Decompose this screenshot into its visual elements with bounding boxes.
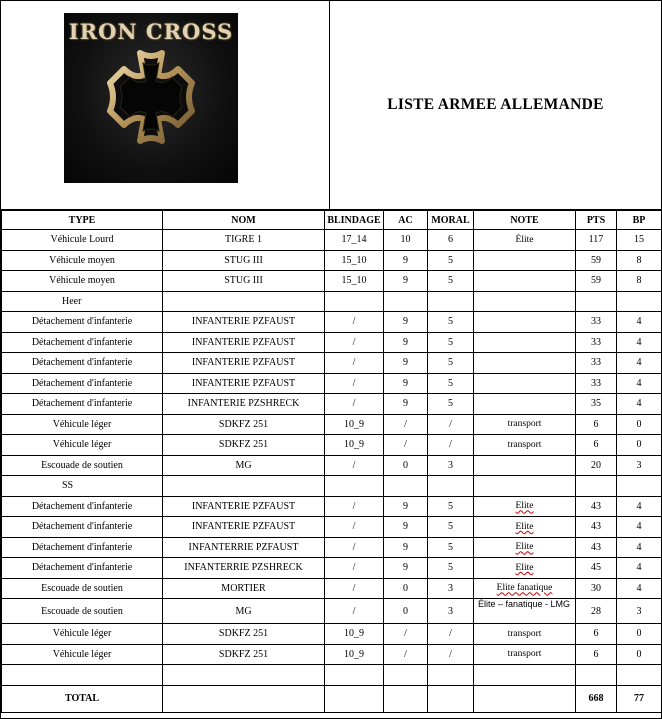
cell-pts: 43 [576, 496, 617, 517]
cell-bp: 4 [617, 373, 662, 394]
unit-row [2, 537, 662, 558]
cell-pts: 6 [576, 435, 617, 456]
total-empty-cell [325, 685, 384, 712]
cell-moral: 5 [428, 332, 474, 353]
cell-bp: 8 [617, 271, 662, 292]
cell-note: transport [474, 435, 576, 456]
cell-note: transport [474, 624, 576, 645]
empty-cell [474, 665, 576, 686]
cell-bp: 4 [617, 496, 662, 517]
logo-cell [1, 1, 330, 209]
empty-cell [163, 476, 325, 497]
cell-pts: 33 [576, 312, 617, 333]
cell-nom: MG [163, 599, 325, 624]
iron-cross-icon [64, 13, 238, 183]
cell-bp: 3 [617, 599, 662, 624]
cell-moral: 5 [428, 353, 474, 374]
cell-nom: SDKFZ 251 [163, 624, 325, 645]
cell-note: Elite [474, 496, 576, 517]
cell-bp: 4 [617, 332, 662, 353]
cell-type: Détachement d'infanterie [2, 537, 163, 558]
empty-cell [325, 665, 384, 686]
cell-pts: 28 [576, 599, 617, 624]
cell-moral: / [428, 435, 474, 456]
cell-type: Détachement d'infanterie [2, 353, 163, 374]
cell-blindage: / [325, 353, 384, 374]
cell-note [474, 332, 576, 353]
cell-moral: 5 [428, 558, 474, 579]
cell-type: Véhicule léger [2, 435, 163, 456]
column-header-pts: PTS [576, 211, 617, 230]
cell-moral: 5 [428, 312, 474, 333]
section-label [2, 665, 163, 686]
unit-row [2, 414, 662, 435]
cell-pts: 117 [576, 230, 617, 251]
cell-blindage: 15_10 [325, 271, 384, 292]
cell-nom: INFANTERRIE PZFAUST [163, 537, 325, 558]
total-empty-cell [163, 685, 325, 712]
cell-blindage: / [325, 558, 384, 579]
column-header-ac: AC [384, 211, 428, 230]
total-bp: 77 [617, 685, 662, 712]
cell-ac: 10 [384, 230, 428, 251]
empty-cell [576, 665, 617, 686]
empty-cell [474, 291, 576, 312]
cell-note [474, 250, 576, 271]
cell-note: transport [474, 414, 576, 435]
cell-ac: / [384, 624, 428, 645]
cell-blindage: / [325, 394, 384, 415]
cell-pts: 43 [576, 517, 617, 538]
cell-moral: / [428, 624, 474, 645]
page-title: LISTE ARMEE ALLEMANDE [387, 96, 604, 113]
cell-nom: TIGRE 1 [163, 230, 325, 251]
cell-note: Élite – fanatique - LMG [474, 599, 576, 624]
column-header-moral: MORAL [428, 211, 474, 230]
army-table [1, 210, 662, 713]
cell-pts: 6 [576, 644, 617, 665]
section-row [2, 476, 662, 497]
cell-type: Détachement d'infanterie [2, 373, 163, 394]
cell-pts: 6 [576, 624, 617, 645]
empty-cell [384, 476, 428, 497]
cell-ac: 0 [384, 578, 428, 599]
cell-pts: 59 [576, 271, 617, 292]
cell-moral: 5 [428, 373, 474, 394]
column-header-blindage: BLINDAGE [325, 211, 384, 230]
header-block [1, 1, 661, 211]
empty-cell [617, 665, 662, 686]
cell-nom: STUG III [163, 271, 325, 292]
cell-ac: 9 [384, 271, 428, 292]
cell-bp: 4 [617, 312, 662, 333]
cell-moral: 3 [428, 578, 474, 599]
unit-row [2, 353, 662, 374]
cell-type: Détachement d'infanterie [2, 517, 163, 538]
empty-cell [163, 291, 325, 312]
cell-blindage: / [325, 517, 384, 538]
iron-cross-logo [64, 13, 238, 183]
cell-ac: 9 [384, 332, 428, 353]
cell-type: Véhicule léger [2, 414, 163, 435]
cell-nom: INFANTERIE PZSHRECK [163, 394, 325, 415]
logo-text: IRON CROSS [68, 19, 234, 44]
total-empty-cell [384, 685, 428, 712]
cell-nom: INFANTERIE PZFAUST [163, 373, 325, 394]
cell-ac: / [384, 435, 428, 456]
unit-row [2, 624, 662, 645]
unit-row [2, 312, 662, 333]
cell-blindage: / [325, 496, 384, 517]
cell-ac: / [384, 644, 428, 665]
cell-pts: 35 [576, 394, 617, 415]
cell-moral: 6 [428, 230, 474, 251]
cell-blindage: 10_9 [325, 644, 384, 665]
cell-pts: 33 [576, 353, 617, 374]
cell-bp: 15 [617, 230, 662, 251]
section-row [2, 291, 662, 312]
cell-blindage: / [325, 578, 384, 599]
cell-bp: 0 [617, 435, 662, 456]
cell-bp: 4 [617, 394, 662, 415]
column-header-bp: BP [617, 211, 662, 230]
cell-pts: 20 [576, 455, 617, 476]
cell-nom: STUG III [163, 250, 325, 271]
cell-pts: 33 [576, 373, 617, 394]
total-empty-cell [474, 685, 576, 712]
cell-moral: 5 [428, 537, 474, 558]
cell-bp: 4 [617, 578, 662, 599]
section-row [2, 665, 662, 686]
cell-ac: 9 [384, 394, 428, 415]
cell-nom: INFANTERRIE PZSHRECK [163, 558, 325, 579]
cell-type: Véhicule Lourd [2, 230, 163, 251]
total-empty-cell [428, 685, 474, 712]
cell-note: Élite [474, 230, 576, 251]
cell-bp: 0 [617, 624, 662, 645]
cell-blindage: / [325, 455, 384, 476]
empty-cell [163, 665, 325, 686]
empty-cell [428, 291, 474, 312]
cell-note: transport [474, 644, 576, 665]
cell-nom: INFANTERIE PZFAUST [163, 332, 325, 353]
empty-cell [384, 291, 428, 312]
table-header-row [2, 211, 662, 230]
cell-moral: 5 [428, 496, 474, 517]
cell-note: Elite fanatique [474, 578, 576, 599]
cell-bp: 0 [617, 644, 662, 665]
cell-blindage: / [325, 373, 384, 394]
cell-pts: 59 [576, 250, 617, 271]
total-row [2, 685, 662, 712]
cell-type: Détachement d'infanterie [2, 496, 163, 517]
cell-ac: 9 [384, 373, 428, 394]
unit-row [2, 578, 662, 599]
cell-nom: INFANTERIE PZFAUST [163, 496, 325, 517]
cell-note [474, 394, 576, 415]
empty-cell [428, 476, 474, 497]
cell-type: Détachement d'infanterie [2, 558, 163, 579]
section-label: Heer [2, 291, 163, 312]
cell-note [474, 373, 576, 394]
cell-ac: 9 [384, 517, 428, 538]
cell-pts: 43 [576, 537, 617, 558]
cell-nom: INFANTERIE PZFAUST [163, 517, 325, 538]
cell-type: Détachement d'infanterie [2, 312, 163, 333]
cell-ac: 9 [384, 537, 428, 558]
cell-pts: 33 [576, 332, 617, 353]
empty-cell [325, 291, 384, 312]
cell-blindage: 15_10 [325, 250, 384, 271]
column-header-type: TYPE [2, 211, 163, 230]
cell-bp: 4 [617, 353, 662, 374]
empty-cell [384, 665, 428, 686]
cell-ac: 0 [384, 599, 428, 624]
cell-type: Escouade de soutien [2, 455, 163, 476]
cell-nom: INFANTERIE PZFAUST [163, 312, 325, 333]
cell-ac: 9 [384, 353, 428, 374]
unit-row [2, 332, 662, 353]
cell-moral: 5 [428, 517, 474, 538]
cell-type: Détachement d'infanterie [2, 332, 163, 353]
empty-cell [617, 291, 662, 312]
cell-note: Elite [474, 517, 576, 538]
cell-bp: 0 [617, 414, 662, 435]
cell-note [474, 312, 576, 333]
empty-cell [474, 476, 576, 497]
cell-blindage: 17_14 [325, 230, 384, 251]
cell-moral: / [428, 644, 474, 665]
title-cell [330, 1, 661, 209]
total-pts: 668 [576, 685, 617, 712]
cell-bp: 4 [617, 517, 662, 538]
unit-row [2, 250, 662, 271]
cell-type: Véhicule léger [2, 624, 163, 645]
cell-ac: 9 [384, 250, 428, 271]
unit-row [2, 271, 662, 292]
cell-blindage: 10_9 [325, 414, 384, 435]
cell-type: Escouade de soutien [2, 599, 163, 624]
cell-type: Détachement d'infanterie [2, 394, 163, 415]
column-header-nom: NOM [163, 211, 325, 230]
cell-blindage: / [325, 312, 384, 333]
cell-blindage: / [325, 537, 384, 558]
column-header-note: NOTE [474, 211, 576, 230]
section-label: SS [2, 476, 163, 497]
cell-blindage: / [325, 599, 384, 624]
cell-pts: 45 [576, 558, 617, 579]
unit-row [2, 644, 662, 665]
empty-cell [576, 476, 617, 497]
empty-cell [576, 291, 617, 312]
unit-row [2, 558, 662, 579]
cell-bp: 8 [617, 250, 662, 271]
cell-blindage: 10_9 [325, 624, 384, 645]
army-table-body [2, 230, 662, 686]
cell-moral: 5 [428, 271, 474, 292]
cell-moral: 5 [428, 250, 474, 271]
cell-note: Elite [474, 537, 576, 558]
cell-blindage: 10_9 [325, 435, 384, 456]
cell-ac: 0 [384, 455, 428, 476]
unit-row [2, 599, 662, 624]
unit-row [2, 373, 662, 394]
cell-nom: MORTIER [163, 578, 325, 599]
unit-row [2, 435, 662, 456]
cell-bp: 4 [617, 537, 662, 558]
cell-bp: 4 [617, 558, 662, 579]
cell-ac: 9 [384, 558, 428, 579]
cell-note [474, 353, 576, 374]
cell-nom: MG [163, 455, 325, 476]
cell-pts: 6 [576, 414, 617, 435]
cell-pts: 30 [576, 578, 617, 599]
cell-note [474, 271, 576, 292]
cell-note [474, 455, 576, 476]
cell-note: Elite [474, 558, 576, 579]
cell-blindage: / [325, 332, 384, 353]
cell-moral: 5 [428, 394, 474, 415]
cell-ac: / [384, 414, 428, 435]
empty-cell [617, 476, 662, 497]
cell-ac: 9 [384, 496, 428, 517]
cell-type: Véhicule moyen [2, 271, 163, 292]
cell-ac: 9 [384, 312, 428, 333]
cell-type: Escouade de soutien [2, 578, 163, 599]
cell-moral: / [428, 414, 474, 435]
cell-moral: 3 [428, 599, 474, 624]
cell-bp: 3 [617, 455, 662, 476]
total-label: TOTAL [2, 685, 163, 712]
cell-nom: SDKFZ 251 [163, 435, 325, 456]
cell-nom: INFANTERIE PZFAUST [163, 353, 325, 374]
unit-row [2, 496, 662, 517]
cell-nom: SDKFZ 251 [163, 644, 325, 665]
empty-cell [428, 665, 474, 686]
cell-nom: SDKFZ 251 [163, 414, 325, 435]
cell-type: Véhicule léger [2, 644, 163, 665]
empty-cell [325, 476, 384, 497]
unit-row [2, 230, 662, 251]
cell-moral: 3 [428, 455, 474, 476]
cell-type: Véhicule moyen [2, 250, 163, 271]
unit-row [2, 455, 662, 476]
unit-row [2, 517, 662, 538]
unit-row [2, 394, 662, 415]
